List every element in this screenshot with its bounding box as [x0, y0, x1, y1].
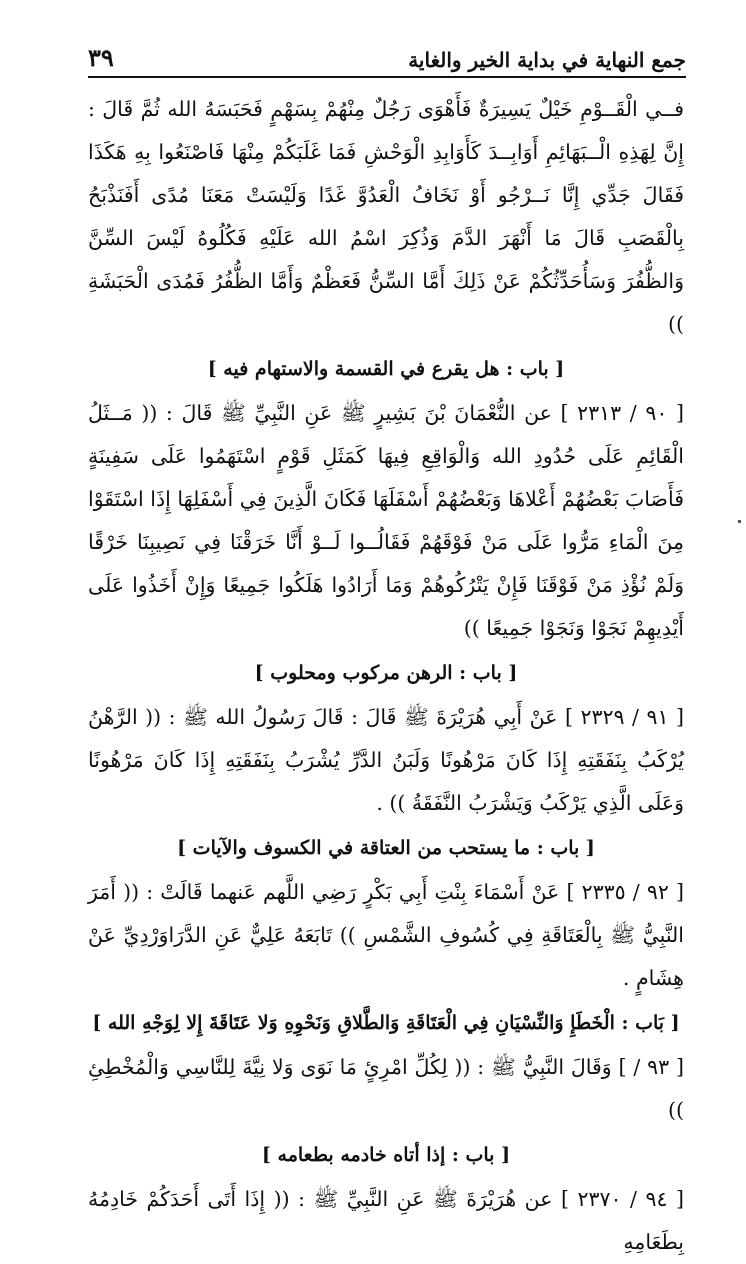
scan-speck: [738, 520, 741, 523]
chapter-heading: [ بَاب : الْخَطَإِ وَالنِّسْيَانِ فِي الْعَتَاقَةِ وَالطَّلاقِ وَنَحْوِهِ وَلا عَتَاقَةَ إِلا لِوَجْهِ الله ]: [92, 1012, 680, 1034]
chapter-heading: [ باب : هل يقرع في القسمة والاستهام فيه ]: [207, 358, 565, 380]
chapter-heading: [ باب : ما يستحب من العتاقة في الكسوف والآيات ]: [177, 837, 595, 859]
hadith-paragraph: [ ٩٢ / ٢٣٣٥ ] عَنْ أَسْمَاءَ بِنْتِ أَبِي بَكْرٍ رَضِي اللَّهم عَنهما قَالَتْ : (( أَمَرَ النَّبِيُّ ﷺ بِالْعَتَاقَةِ فِي كُسُوفِ الشَّمْسِ )) تَابَعَهُ عَلِيٌّ عَنِ الدَّرَاوَرْدِيِّ عَنْ هِشَامٍ .: [88, 880, 684, 990]
hadith-paragraph: [ ٩٤ / ٢٣٧٠ ] عن هُرَيْرَةَ ﷺ عَنِ النَّبِيِّ ﷺ : (( إِذَا أَتَى أَحَدَكُمْ خَادِمُهُ بِطَعَامِهِ: [88, 1187, 685, 1254]
page-body: [88, 88, 684, 1264]
header-rule: [88, 76, 686, 78]
running-title: جمع النهاية في بداية الخير والغاية: [408, 48, 686, 72]
chapter-heading: [ باب : الرهن مركوب ومحلوب ]: [254, 662, 518, 684]
hadith-paragraph: [ ٩١ / ٢٣٢٩ ] عَنْ أَبِي هُرَيْرَةَ ﷺ قَالَ : قَالَ رَسُولُ الله ﷺ : (( الرَّهْنُ يُرْكَبُ بِنَفَقَتِهِ إِذَا كَانَ مَرْهُونًا وَلَبَنُ الدَّرِّ يُشْرَبُ بِنَفَقَتِهِ إِذَا كَانَ مَرْهُونًا وَعَلَى الَّذِي يَرْكَبُ وَيَشْرَبُ النَّفَقَةُ )) .: [88, 705, 684, 815]
hadith-paragraph: فــي الْقَــوْمِ خَيْلٌ يَسِيرَةٌ فَأَهْوَى رَجُلٌ مِنْهُمْ بِسَهْمٍ فَحَبَسَهُ الله ثُمَّ قَالَ : إِنَّ لِهَذِهِ الْــبَهَائِمِ أَوَابِــدَ كَأَوَابِدِ الْوَحْشِ فَمَا غَلَبَكُمْ مِنْهَا فَاصْنَعُوا بِهِ هَكَذَا فَقَالَ جَدِّي إِنَّا نَــرْجُو أَوْ نَخَافُ الْعَدُوَّ غَدًا وَلَيْسَتْ مَعَنَا مُدًى أَفَنَذْبَحُ بِالْقَصَبِ قَالَ مَا أَنْهَرَ الدَّمَ وَذُكِرَ اسْمُ الله عَلَيْهِ فَكُلُوهُ لَيْسَ السِّنَّ وَالظُّفُرَ وَسَأُحَدِّثُكُمْ عَنْ ذَلِكَ أَمَّا السِّنُّ فَعَظْمٌ وَأَمَّا الظُّفُرُ فَمُدَى الْحَبَشَةِ )): [88, 97, 684, 336]
hadith-paragraph: [ ٩٠ / ٢٣١٣ ] عن النُّعْمَانَ بْنَ بَشِيرٍ ﷺ عَنِ النَّبِيِّ ﷺ قَالَ : (( مَــثَلُ الْقَائِمِ عَلَى حُدُودِ الله وَالْوَاقِعِ فِيهَا كَمَثَلِ قَوْمٍ اسْتَهَمُوا عَلَى سَفِينَةٍ فَأَصَابَ بَعْضُهُمْ أَعْلاهَا وَبَعْضُهُمْ أَسْفَلَهَا فَكَانَ الَّذِينَ فِي أَسْفَلِهَا إِذَا اسْتَقَوْا مِنَ الْمَاءِ مَرُّوا عَلَى مَنْ فَوْقَهُمْ فَقَالُــوا لَــوْ أَنَّا خَرَقْنَا فِي نَصِيبِنَا خَرْقًا وَلَمْ نُؤْذِ مَنْ فَوْقَنَا فَإِنْ يَتْرُكُوهُمْ وَمَا أَرَادُوا هَلَكُوا جَمِيعًا وَإِنْ أَخَذُوا عَلَى أَيْدِيهِمْ نَجَوْا وَنَجَوْا جَمِيعًا )): [88, 401, 684, 640]
hadith-paragraph: [ ٩٣ / ] وَقَالَ النَّبِيُّ ﷺ : (( لِكُلِّ امْرِئٍ مَا نَوَى وَلا نِيَّةَ لِلنَّاسِي وَالْمُخْطِئِ )): [88, 1055, 685, 1122]
page-header: [88, 30, 686, 70]
chapter-heading: [ باب : إذا أتاه خادمه بطعامه ]: [261, 1144, 511, 1166]
page-number: ٣٩: [88, 43, 114, 72]
